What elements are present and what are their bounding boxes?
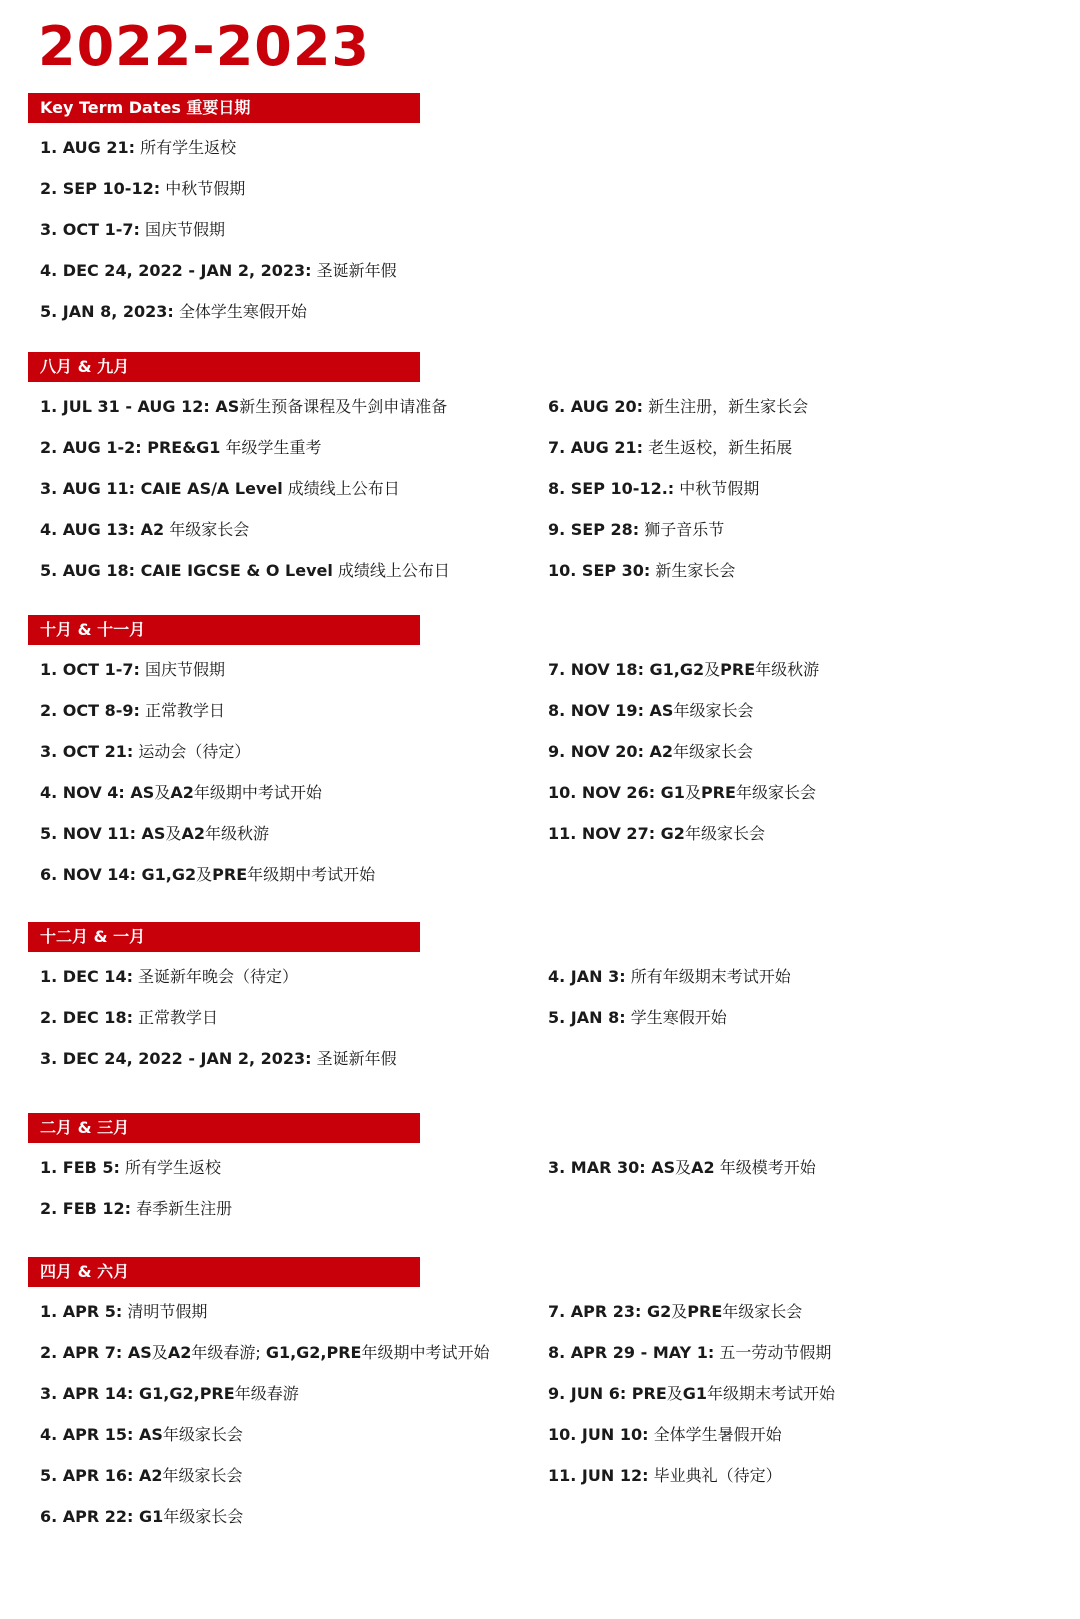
event-text: 所有学生返校	[135, 138, 237, 157]
event-text: 及	[684, 783, 701, 802]
list-item	[548, 772, 819, 813]
event-text: 及	[196, 865, 213, 884]
event-date: 3. OCT 1-7:	[40, 220, 140, 239]
section-3	[28, 922, 1048, 1068]
event-date: PRE	[720, 660, 756, 679]
left-column	[40, 1291, 490, 1537]
list-item	[40, 772, 375, 813]
list-item	[40, 854, 375, 895]
event-date: 8. NOV 19: AS	[548, 701, 674, 720]
page-title: 2022-2023	[38, 15, 370, 78]
section-0	[28, 93, 1048, 321]
event-text: 中秋节假期	[160, 179, 246, 198]
event-date: 6. APR 22: G1	[40, 1507, 164, 1526]
event-date: 8. SEP 10-12.:	[548, 479, 675, 498]
event-date: 5. JAN 8, 2023:	[40, 302, 174, 321]
event-text: 年级期中考试开始	[247, 865, 376, 884]
list-item	[40, 386, 450, 427]
list-item	[40, 509, 450, 550]
event-date: 1. DEC 14:	[40, 967, 133, 986]
event-text: 老生返校，新生拓展	[643, 438, 793, 457]
event-date: PRE	[212, 865, 248, 884]
event-text: 正常教学日	[132, 1008, 219, 1027]
event-date: 3. DEC 24, 2022 - JAN 2, 2023:	[40, 1049, 312, 1068]
list-item	[548, 731, 819, 772]
event-date: 3. OCT 21:	[40, 742, 134, 761]
list-item	[548, 1373, 835, 1414]
list-item	[40, 813, 375, 854]
list-item	[548, 1455, 835, 1496]
list-item	[40, 168, 397, 209]
event-date: 2. SEP 10-12:	[40, 179, 161, 198]
event-text: 年级家长会	[162, 1425, 243, 1444]
event-text: 圣诞新年晚会（待定）	[132, 967, 299, 986]
section-header: 十月 & 十一月	[28, 615, 420, 645]
event-date: 4. NOV 4: AS	[40, 783, 155, 802]
list-item	[40, 291, 397, 332]
event-date: 11. JUN 12:	[548, 1466, 649, 1485]
event-text: 五一劳动节假期	[714, 1343, 832, 1362]
left-column	[40, 649, 375, 895]
section-header: 十二月 & 一月	[28, 922, 420, 952]
list-item	[40, 127, 397, 168]
list-item	[548, 1147, 816, 1188]
list-item	[40, 1373, 490, 1414]
event-text: 国庆节假期	[139, 660, 226, 679]
list-item	[40, 550, 450, 591]
event-date: A2	[691, 1158, 715, 1177]
section-1	[28, 352, 1048, 580]
event-text: 年级家长会	[735, 783, 816, 802]
event-date: 7. APR 23: G2	[548, 1302, 672, 1321]
event-date: 4. AUG 13: A2	[40, 520, 165, 539]
section-header: Key Term Dates 重要日期	[28, 93, 420, 123]
event-text: 年级期末考试开始	[707, 1384, 836, 1403]
left-column	[40, 127, 397, 332]
event-text: 新生预备课程及牛剑申请准备	[239, 397, 448, 416]
event-date: 7. AUG 21:	[548, 438, 644, 457]
event-text: 年级家长会	[164, 520, 250, 539]
event-date: 4. DEC 24, 2022 - JAN 2, 2023:	[40, 261, 312, 280]
event-date: 1. APR 5:	[40, 1302, 123, 1321]
event-text: 年级家长会	[162, 1466, 243, 1485]
list-item	[548, 1414, 835, 1455]
event-text: 年级期中考试开始	[193, 783, 322, 802]
event-text: 年级家长会	[684, 824, 765, 843]
list-item	[40, 997, 397, 1038]
event-text: 正常教学日	[139, 701, 226, 720]
event-date: 10. SEP 30:	[548, 561, 651, 580]
list-item	[548, 509, 808, 550]
event-text: 及	[165, 824, 182, 843]
list-item	[40, 731, 375, 772]
event-text: 全体学生寒假开始	[173, 302, 307, 321]
list-item	[40, 1291, 490, 1332]
event-date: 5. APR 16: A2	[40, 1466, 163, 1485]
event-text: 成绩线上公布日	[332, 561, 450, 580]
event-date: 1. OCT 1-7:	[40, 660, 140, 679]
list-item	[548, 997, 791, 1038]
event-date: 4. APR 15: AS	[40, 1425, 163, 1444]
event-text: 年级期中考试开始	[361, 1343, 490, 1362]
list-item	[40, 427, 450, 468]
event-date: PRE	[687, 1302, 723, 1321]
event-date: PRE	[700, 783, 736, 802]
right-column	[548, 1291, 835, 1496]
list-item	[548, 468, 808, 509]
event-date: 2. DEC 18:	[40, 1008, 133, 1027]
event-text: 年级春游	[234, 1384, 299, 1403]
section-header: 二月 & 三月	[28, 1113, 420, 1143]
left-column	[40, 386, 450, 591]
event-date: 3. APR 14: G1,G2,PRE	[40, 1384, 235, 1403]
event-text: 年级学生重考	[220, 438, 322, 457]
list-item	[40, 956, 397, 997]
event-text: 中秋节假期	[674, 479, 760, 498]
event-date: 2. OCT 8-9:	[40, 701, 140, 720]
event-text: 年级秋游	[204, 824, 269, 843]
list-item	[40, 649, 375, 690]
event-text: 狮子音乐节	[639, 520, 725, 539]
list-item	[40, 690, 375, 731]
event-date: 3. AUG 11: CAIE AS/A Level	[40, 479, 283, 498]
event-text: 年级秋游	[755, 660, 820, 679]
right-column	[548, 386, 808, 591]
right-column	[548, 956, 791, 1038]
event-text: 年级春游;	[191, 1343, 266, 1362]
event-date: 3. MAR 30: AS	[548, 1158, 676, 1177]
event-date: 11. NOV 27: G2	[548, 824, 685, 843]
event-date: A2	[181, 824, 205, 843]
event-text: 运动会（待定）	[133, 742, 251, 761]
event-text: 毕业典礼（待定）	[648, 1466, 782, 1485]
section-5	[28, 1257, 1048, 1526]
event-text: 新生家长会	[650, 561, 736, 580]
list-item	[548, 690, 819, 731]
event-date: 4. JAN 3:	[548, 967, 626, 986]
event-date: 2. AUG 1-2: PRE&G1	[40, 438, 221, 457]
list-item	[40, 1496, 490, 1537]
list-item	[548, 1291, 835, 1332]
event-date: G1	[682, 1384, 708, 1403]
list-item	[40, 1038, 397, 1079]
event-text: 圣诞新年假	[311, 261, 397, 280]
list-item	[548, 813, 819, 854]
event-text: 年级家长会	[163, 1507, 244, 1526]
event-text: 年级家长会	[673, 742, 754, 761]
left-column	[40, 956, 397, 1079]
section-header: 八月 & 九月	[28, 352, 420, 382]
event-text: 年级模考开始	[714, 1158, 816, 1177]
list-item	[40, 209, 397, 250]
event-text: 年级家长会	[673, 701, 754, 720]
event-date: 1. JUL 31 - AUG 12: AS	[40, 397, 240, 416]
event-text: 国庆节假期	[139, 220, 226, 239]
event-text: 及	[151, 1343, 168, 1362]
list-item	[40, 468, 450, 509]
list-item	[40, 1188, 232, 1229]
list-item	[40, 1147, 232, 1188]
event-text: 春季新生注册	[131, 1199, 233, 1218]
event-text: 圣诞新年假	[311, 1049, 397, 1068]
list-item	[548, 427, 808, 468]
event-date: G1,G2,PRE	[265, 1343, 362, 1362]
event-date: 8. APR 29 - MAY 1:	[548, 1343, 715, 1362]
event-date: 1. FEB 5:	[40, 1158, 120, 1177]
event-text: 所有学生返校	[119, 1158, 222, 1177]
section-header: 四月 & 六月	[28, 1257, 420, 1287]
list-item	[548, 386, 808, 427]
event-date: 5. JAN 8:	[548, 1008, 626, 1027]
event-text: 全体学生暑假开始	[648, 1425, 782, 1444]
event-date: 2. APR 7: AS	[40, 1343, 152, 1362]
right-column	[548, 1147, 816, 1188]
event-date: 10. NOV 26: G1	[548, 783, 685, 802]
section-4	[28, 1113, 1048, 1218]
event-text: 新生注册，新生家长会	[643, 397, 809, 416]
event-text: 及	[671, 1302, 688, 1321]
list-item	[40, 250, 397, 291]
event-text: 及	[154, 783, 171, 802]
event-text: 年级家长会	[722, 1302, 803, 1321]
list-item	[548, 1332, 835, 1373]
event-text: 成绩线上公布日	[282, 479, 400, 498]
event-text: 及	[675, 1158, 692, 1177]
right-column	[548, 649, 819, 854]
list-item	[40, 1455, 490, 1496]
list-item	[40, 1332, 490, 1373]
section-2	[28, 615, 1048, 884]
event-text: 清明节假期	[122, 1302, 208, 1321]
list-item	[40, 1414, 490, 1455]
event-date: 2. FEB 12:	[40, 1199, 132, 1218]
event-date: 9. NOV 20: A2	[548, 742, 674, 761]
event-date: 1. AUG 21:	[40, 138, 136, 157]
event-date: 5. NOV 11: AS	[40, 824, 166, 843]
event-date: 9. SEP 28:	[548, 520, 640, 539]
event-date: A2	[167, 1343, 192, 1362]
event-date: 7. NOV 18: G1,G2	[548, 660, 705, 679]
event-text: 及	[704, 660, 721, 679]
event-text: 及	[666, 1384, 683, 1403]
event-text: 学生寒假开始	[625, 1008, 727, 1027]
event-date: 10. JUN 10:	[548, 1425, 649, 1444]
left-column	[40, 1147, 232, 1229]
list-item	[548, 550, 808, 591]
event-text: 所有年级期末考试开始	[625, 967, 791, 986]
event-date: 5. AUG 18: CAIE IGCSE & O Level	[40, 561, 333, 580]
list-item	[548, 649, 819, 690]
list-item	[548, 956, 791, 997]
event-date: 6. NOV 14: G1,G2	[40, 865, 197, 884]
event-date: 9. JUN 6: PRE	[548, 1384, 667, 1403]
event-date: 6. AUG 20:	[548, 397, 644, 416]
event-date: A2	[170, 783, 194, 802]
